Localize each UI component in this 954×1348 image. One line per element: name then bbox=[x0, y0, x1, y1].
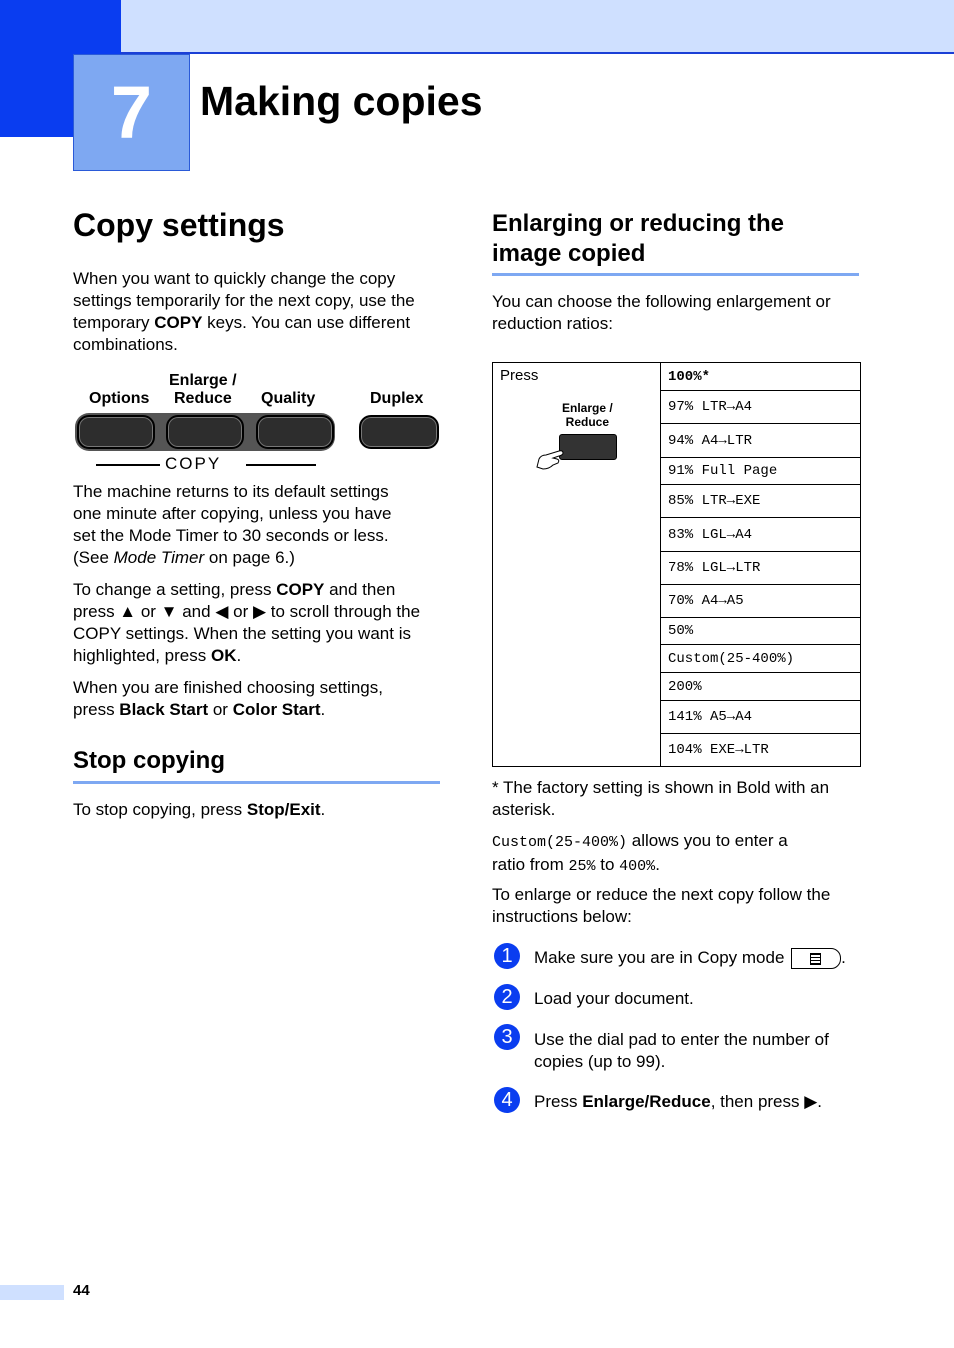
enlarge-reduce-rule bbox=[492, 273, 859, 276]
enlarge-reduce-intro: You can choose the following enlargement or reduction ratios: bbox=[492, 292, 831, 333]
ratio-row: 83% LGL→A4 bbox=[661, 518, 861, 552]
ratio-row: 100%* bbox=[661, 363, 861, 391]
copy-group-label: COPY bbox=[165, 454, 222, 473]
ratio-row: 200% bbox=[661, 673, 861, 701]
copy-settings-intro: When you want to quickly change the copy settings temporarily for the next copy, use the temporary COPY keys. You can use different combinations. bbox=[73, 269, 415, 354]
chapter-title: Making copies bbox=[200, 78, 483, 124]
ratio-row: 97% LTR→A4 bbox=[661, 391, 861, 424]
quality-key bbox=[256, 415, 334, 449]
step-4-text: Press Enlarge/Reduce, then press ▶. bbox=[534, 1092, 823, 1111]
copy-line-right bbox=[246, 464, 316, 466]
copy-settings-title: Copy settings bbox=[73, 207, 285, 243]
step-3-text: Use the dial pad to enter the number of copies (up to 99). bbox=[534, 1030, 829, 1071]
copy-mode-icon bbox=[791, 948, 841, 969]
change-setting-text: To change a setting, press COPY and then press ▲ or ▼ and ◀ or ▶ to scroll through the COPY settings. When the setting you want is highlighted, press OK. bbox=[73, 580, 421, 665]
duplex-key bbox=[359, 415, 439, 449]
page-number-bar bbox=[0, 1285, 64, 1300]
ratio-row: 50% bbox=[661, 618, 861, 645]
ratio-row: 141% A5→A4 bbox=[661, 701, 861, 734]
ratio-row: 85% LTR→EXE bbox=[661, 485, 861, 518]
enlarge-reduce-button-label: Enlarge / Reduce bbox=[562, 401, 613, 429]
custom-ratio-text: Custom(25-400%) allows you to enter a ratio from 25% to 400%. bbox=[492, 831, 788, 875]
stop-copying-text: To stop copying, press Stop/Exit. bbox=[73, 800, 326, 819]
default-settings-text: The machine returns to its default settings one minute after copying, unless you have set the Mode Timer to 30 seconds or less. (See Mode Timer on page 6.) bbox=[73, 482, 392, 567]
step-4-badge: 4 bbox=[494, 1087, 520, 1113]
enlarge-reduce-title: Enlarging or reducing the image copied bbox=[492, 210, 785, 267]
ratio-table bbox=[492, 362, 861, 767]
options-key bbox=[77, 415, 155, 449]
stop-copying-rule bbox=[73, 781, 440, 784]
copy-line-left bbox=[96, 464, 160, 466]
stop-copying-title: Stop copying bbox=[73, 747, 225, 774]
step-1-badge: 1 bbox=[494, 943, 520, 969]
options-key-label: Options bbox=[89, 390, 150, 407]
enlarge-reduce-key bbox=[166, 415, 244, 449]
factory-setting-note: * The factory setting is shown in Bold with an asterisk. bbox=[492, 778, 830, 819]
step-3-badge: 3 bbox=[494, 1024, 520, 1050]
press-cell bbox=[493, 363, 661, 767]
reduce-key-label: Reduce bbox=[174, 390, 232, 407]
ratio-row: 78% LGL→LTR bbox=[661, 552, 861, 585]
finished-text: When you are finished choosing settings, press Black Start or Color Start. bbox=[73, 678, 383, 719]
press-label: Press bbox=[500, 367, 539, 384]
page-number: 44 bbox=[73, 1282, 90, 1299]
header-band bbox=[121, 0, 954, 54]
enlarge-key-label: Enlarge / bbox=[169, 372, 237, 389]
chapter-number: 7 bbox=[73, 54, 190, 171]
step-2-badge: 2 bbox=[494, 984, 520, 1010]
ratio-row: 94% A4→LTR bbox=[661, 424, 861, 458]
quality-key-label: Quality bbox=[261, 390, 316, 407]
step-1-text: Make sure you are in Copy mode . bbox=[534, 947, 864, 969]
duplex-key-label: Duplex bbox=[370, 390, 424, 407]
ratio-row: Custom(25-400%) bbox=[661, 645, 861, 673]
ratio-row: 70% A4→A5 bbox=[661, 585, 861, 618]
ratio-row: 91% Full Page bbox=[661, 458, 861, 485]
ratio-row: 104% EXE→LTR bbox=[661, 734, 861, 767]
pointing-hand-icon bbox=[535, 447, 569, 473]
follow-instructions-text: To enlarge or reduce the next copy follow the instructions below: bbox=[492, 885, 831, 926]
step-2-text: Load your document. bbox=[534, 989, 694, 1008]
